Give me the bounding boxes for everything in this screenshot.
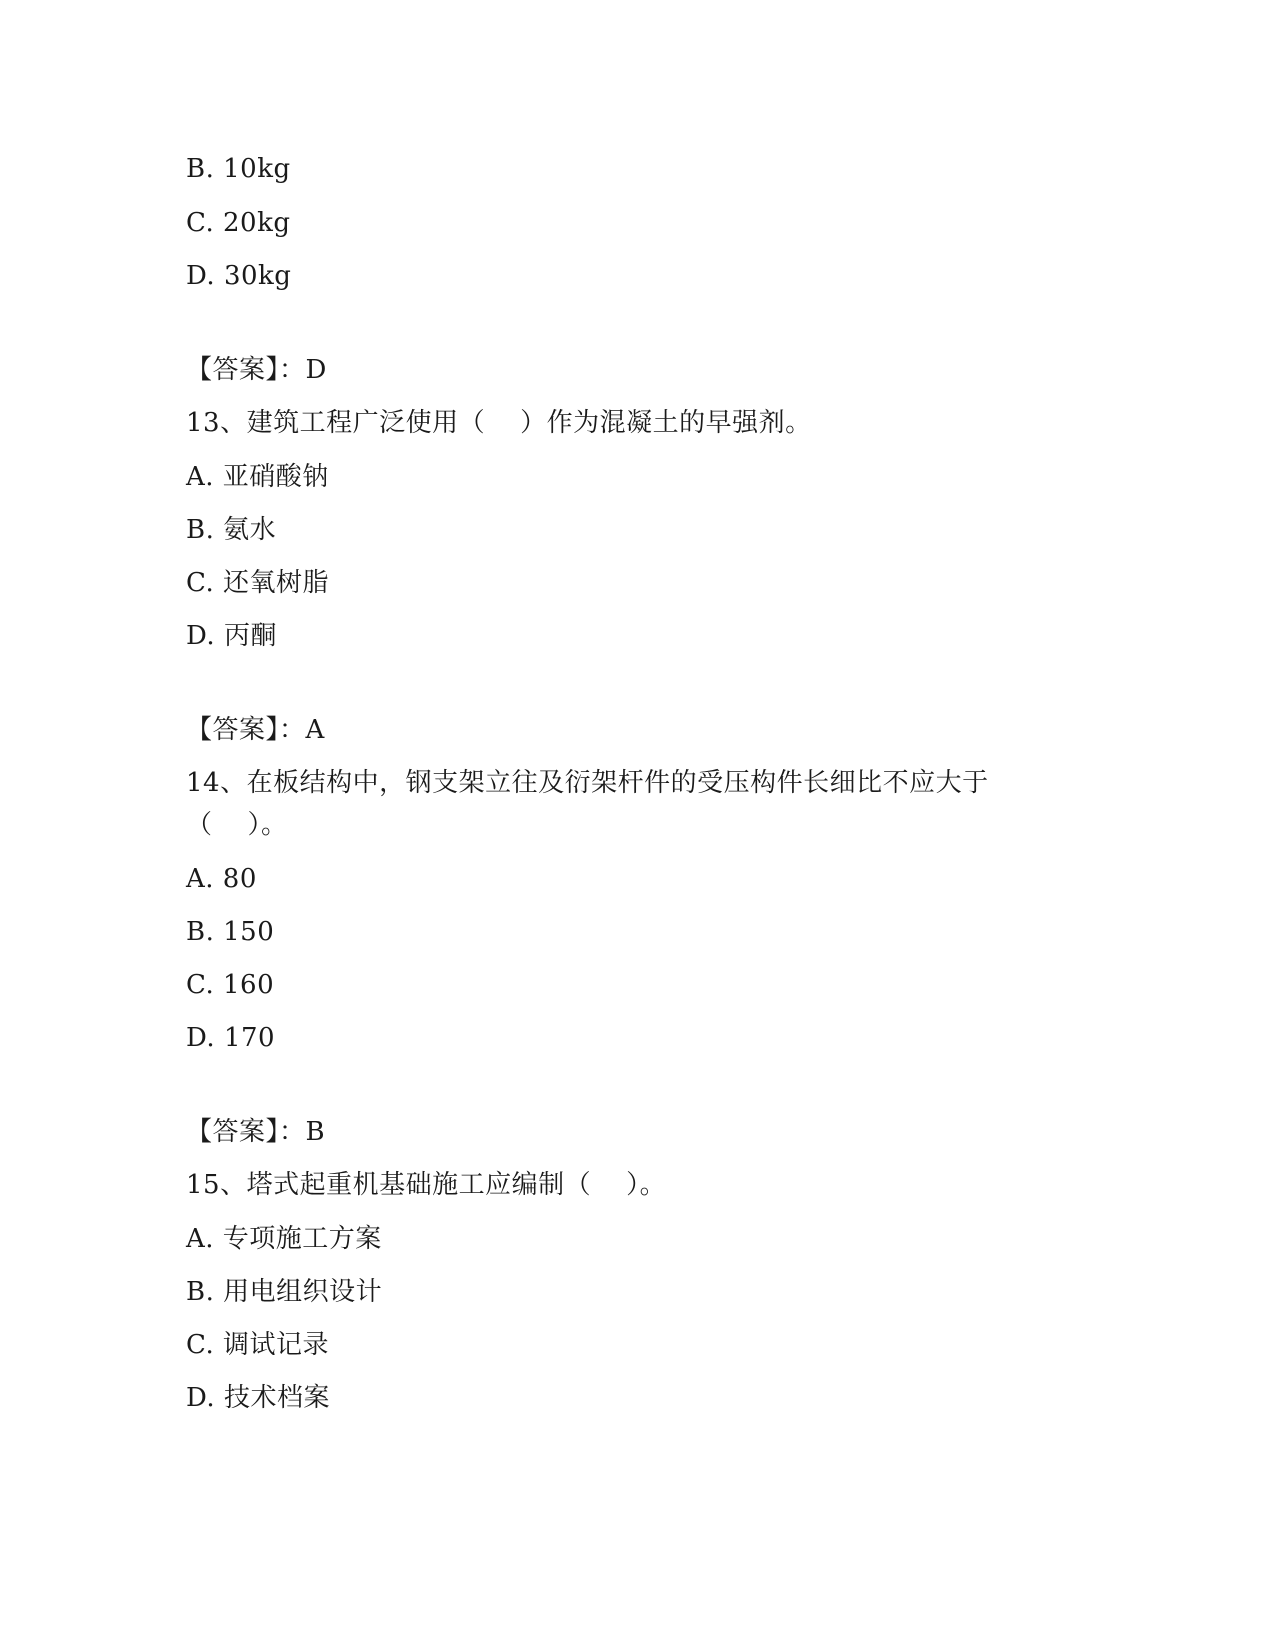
q13-question: 13、建筑工程广泛使用（ ）作为混凝土的早强剂。	[186, 408, 812, 438]
q13-option-c: C. 还氧树脂	[186, 568, 329, 598]
q12-answer: 【答案】：D	[186, 355, 327, 385]
q14-question-line2: （ ）。	[186, 810, 288, 840]
q14-question-line1: 14、在板结构中，钢支架立往及衍架杆件的受压构件长细比不应大于	[186, 768, 989, 798]
q14-option-d: D. 170	[186, 1023, 276, 1053]
q15-option-a: A. 专项施工方案	[186, 1224, 382, 1254]
q12-option-b: B. 10kg	[186, 154, 291, 184]
q14-option-b: B. 150	[186, 917, 275, 947]
q15-option-c: C. 调试记录	[186, 1330, 329, 1360]
q12-option-d: D. 30kg	[186, 261, 292, 291]
q13-option-d: D. 丙酮	[186, 621, 277, 651]
q14-option-a: A. 80	[186, 864, 257, 894]
q13-option-a: A. 亚硝酸钠	[186, 462, 329, 492]
q12-option-c: C. 20kg	[186, 208, 291, 238]
q14-answer: 【答案】：B	[186, 1117, 326, 1147]
q13-option-b: B. 氨水	[186, 515, 277, 545]
q14-option-c: C. 160	[186, 970, 275, 1000]
q15-question: 15、塔式起重机基础施工应编制（ ）。	[186, 1170, 667, 1200]
q15-option-b: B. 用电组织设计	[186, 1277, 383, 1307]
q13-answer: 【答案】：A	[186, 715, 325, 745]
q15-option-d: D. 技术档案	[186, 1383, 330, 1413]
